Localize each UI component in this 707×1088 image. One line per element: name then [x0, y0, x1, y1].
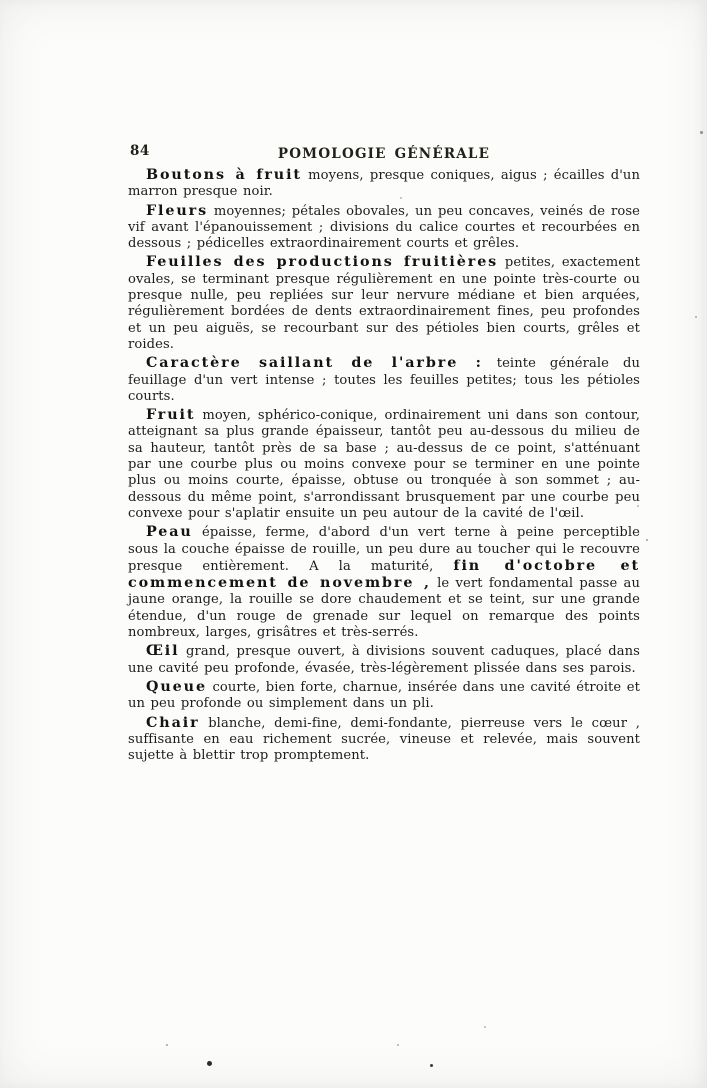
- paragraph-lead: fin d'octobre et commencement de novembre ,: [128, 557, 640, 592]
- paragraph-lead: Queue: [146, 678, 207, 695]
- paragraph: [128, 355, 640, 405]
- paragraph-text: teinte générale du feuillage d'un vert intense ; toutes les feuilles petites; tous les pétioles courts.: [128, 356, 641, 404]
- paragraph-lead: Feuilles des productions fruitières: [146, 254, 499, 271]
- paragraph-text: moyennes; pétales obovales, un peu concaves, veinés de rose vif avant l'épanouissement ; divisions du calice courtes et recourbées en dessous ; pédicelles extraordinairement courts et grêles.: [128, 203, 640, 252]
- text-block: [128, 167, 640, 766]
- paragraph: [128, 167, 640, 201]
- ink-speck: [430, 1064, 433, 1067]
- ink-speck: [484, 1026, 486, 1028]
- paragraph-text: moyens, presque coniques, aigus ; écailles d'un marron presque noir.: [128, 168, 640, 200]
- running-head: [128, 143, 640, 161]
- paragraph-lead: Fruit: [146, 407, 196, 424]
- paragraph-text: courte, bien forte, charnue, insérée dans une cavité étroite et un peu profonde ou simplement dans un pli.: [128, 679, 640, 712]
- paragraph: [128, 524, 640, 641]
- paragraph: [128, 407, 640, 522]
- paragraph-lead: Peau: [146, 524, 193, 541]
- paragraph: [128, 715, 640, 765]
- paragraph-text: moyen, sphérico-conique, ordinairement uni dans son contour, atteignant sa plus grande épaisseur, tantôt peu au-dessous du milieu de sa hauteur, tantôt près de sa base ; au-dessus de ce point, s'atténuant par une courbe plus ou moins convexe pour se terminer en une pointe plus ou moins courte, épaisse, obtuse ou tronquée à son sommet ; au-dessous du même point, s'arrondissant brusquement par une courbe peu convexe pour s'aplatir ensuite un peu autour de la cavité de l'œil.: [128, 408, 640, 521]
- ink-speck: [695, 316, 697, 318]
- ink-speck: [700, 131, 703, 134]
- ink-speck: [397, 1044, 399, 1046]
- paragraph-lead: Fleurs: [146, 202, 209, 219]
- running-title: POMOLOGIE GÉNÉRALE: [277, 146, 491, 162]
- page-number: 84: [130, 143, 150, 159]
- paragraph-text: le vert fondamental passe au jaune orange, la rouille se dore chaudement et se teint, sur une grande étendue, d'un rouge de grenade sur lequel on remarque des points nombreux, larges, grisâtres et très-serrés.: [128, 576, 640, 641]
- paragraph-lead: Boutons à fruit: [146, 167, 302, 183]
- paragraph-lead: Œil: [146, 643, 180, 660]
- paragraph-lead: Caractère saillant de l'arbre :: [146, 355, 483, 372]
- paragraph-text: petites, exactement ovales, se terminant presque régulièrement en une pointe très-courte ou presque nulle, peu repliées sur leur nervure médiane et bien arquées, régulièrement bordées de dents extraordinairement fines, peu profondes et un peu aiguës, se recourbant sur des pétioles bien courts, grêles et roides.: [128, 255, 640, 352]
- paragraph-text: blanche, demi-fine, demi-fondante, pierreuse vers le cœur , suffisante en eau richement sucrée, vineuse et relevée, mais souvent sujette à blettir trop promptement.: [128, 715, 640, 764]
- paragraph: [128, 254, 640, 353]
- paragraph: [128, 203, 640, 253]
- ink-speck: [207, 1061, 212, 1066]
- ink-speck: [166, 1044, 168, 1046]
- paragraph-text: grand, presque ouvert, à divisions souvent caduques, placé dans une cavité peu profonde, évasée, très-légèrement plissée dans ses parois.: [128, 644, 640, 676]
- paragraph-text: épaisse, ferme, d'abord d'un vert terne à peine perceptible sous la couche épaisse de rouille, un peu dure au toucher qui le recouvre presque entièrement. A la maturité,: [128, 525, 640, 574]
- paragraph: [128, 643, 640, 677]
- paragraph: [128, 679, 640, 713]
- ink-speck: [646, 539, 648, 541]
- paragraph-lead: Chair: [146, 714, 200, 731]
